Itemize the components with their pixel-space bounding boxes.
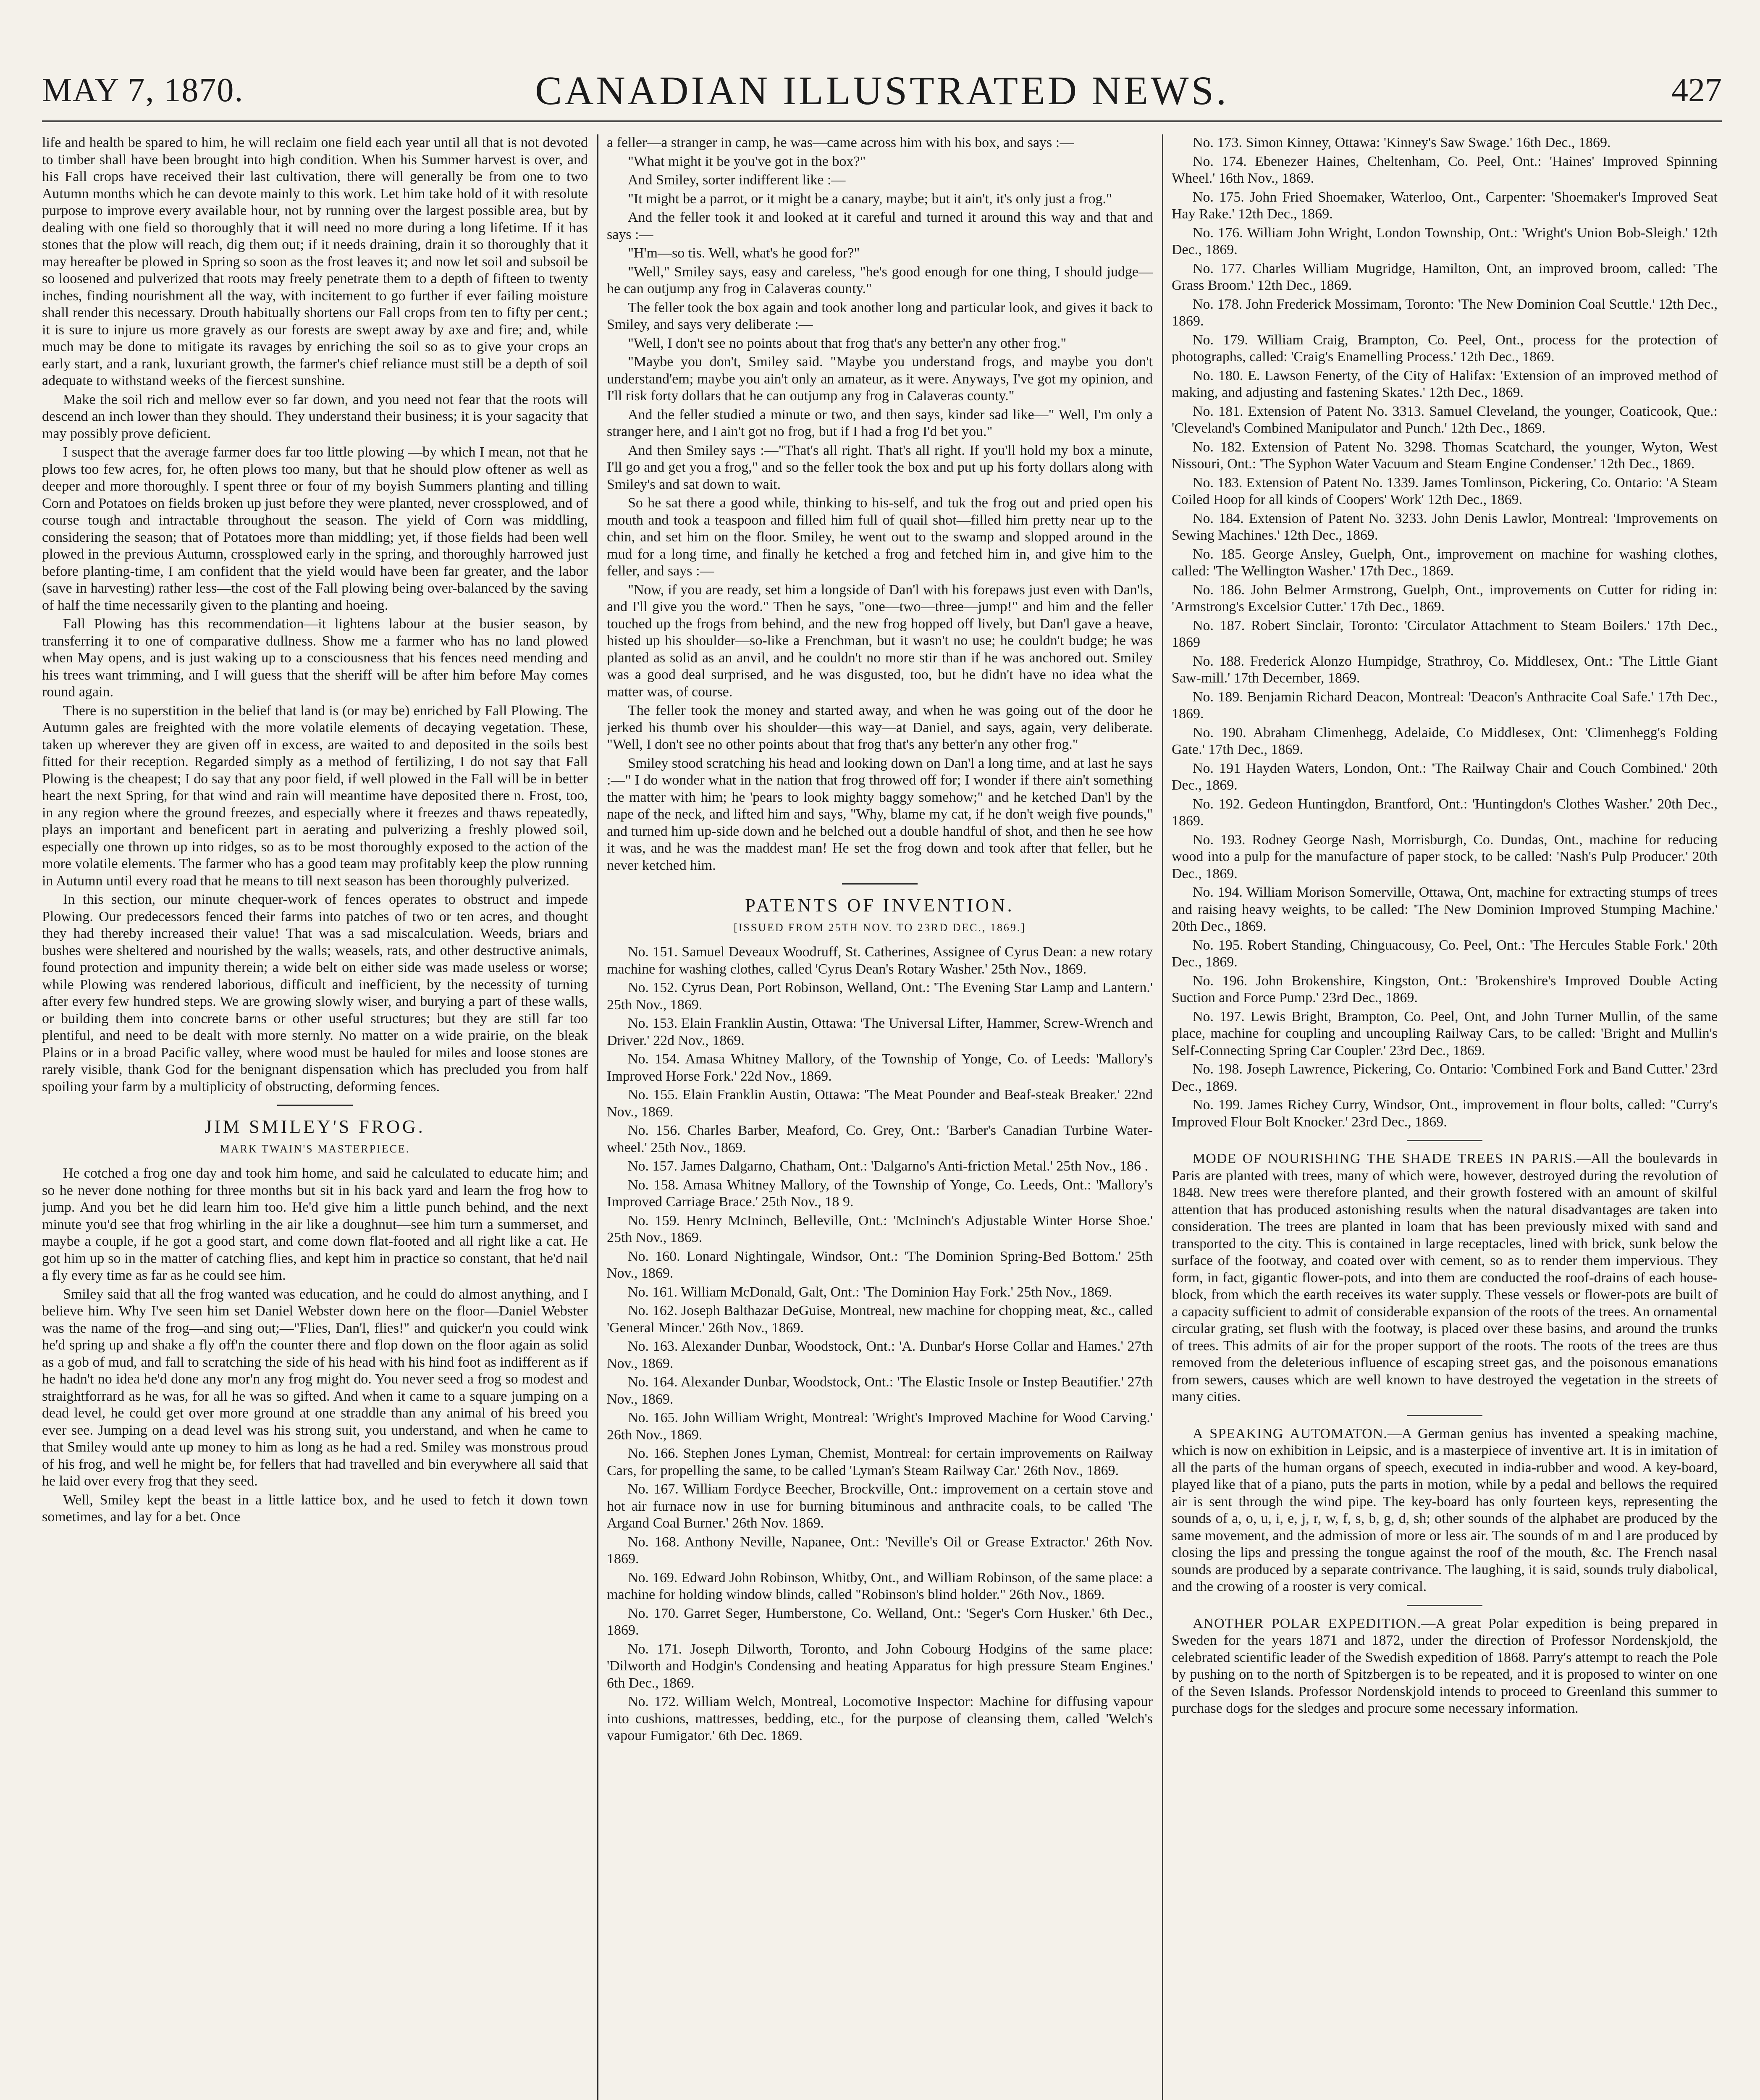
paragraph: And then Smiley says :—"That's all right. That's all right. If you'll hold my box a minute, I'll go and get you a frog," and so the feller took the box and put up his forty dollars along with Smiley's and sat down to wait. <box>607 442 1153 492</box>
patent-entry: No. 181. Extension of Patent No. 3313. Samuel Cleveland, the younger, Coaticook, Que.: 'Cleveland's Combined Manipulator and Punch.' 12th Dec., 1869. <box>1172 403 1718 436</box>
patent-entry: No. 185. George Ansley, Guelph, Ont., improvement on machine for washing clothes, called: 'The Wellington Washer.' 17th Dec., 1869. <box>1172 546 1718 579</box>
patent-entry: No. 162. Joseph Balthazar DeGuise, Montreal, new machine for chopping meat, &c., called 'General Mincer.' 26th Nov., 1869. <box>607 1303 1153 1336</box>
masthead <box>42 67 1722 113</box>
page-number: 427 <box>1671 72 1722 109</box>
patent-entry: No. 167. William Fordyce Beecher, Brockville, Ont.: improvement on a certain stove and hot air furnace now in use for burning bituminous and anthracite coals, to be called 'The Argand Coal Burner.' 26th Nov. 1869. <box>607 1481 1153 1531</box>
paragraph: "Maybe you don't, Smiley said. "Maybe you understand frogs, and maybe you don't understand'em; maybe you ain't only an amateur, as it were. Anyways, I've got my opinion, and I'll risk forty dollars that he can outjump any frog in Calaveras county." <box>607 354 1153 404</box>
patent-entry: No. 194. William Morison Somerville, Ottawa, Ont, machine for extracting stumps of trees and raising heavy weights, to be called: 'The New Dominion Improved Stumping Machine.' 20th Dec., 1869. <box>1172 885 1718 934</box>
patent-entry: No. 191 Hayden Waters, London, Ont.: 'The Railway Chair and Couch Combined.' 20th Dec., 1869. <box>1172 760 1718 793</box>
issue-date: MAY 7, 1870. <box>42 72 244 109</box>
section-divider <box>1407 1140 1482 1141</box>
paragraph: "Well," Smiley says, easy and careless, "he's good enough for one thing, I should judge—he can outjump any frog in Calaveras county." <box>607 264 1153 297</box>
column-1 <box>42 134 588 2100</box>
patent-list <box>607 944 1153 1745</box>
patent-entry: No. 178. John Frederick Mossimam, Toronto: 'The New Dominion Coal Scuttle.' 12th Dec., 1869. <box>1172 296 1718 329</box>
patent-entry: No. 175. John Fried Shoemaker, Waterloo, Ont., Carpenter: 'Shoemaker's Improved Seat Hay Rake.' 12th Dec., 1869. <box>1172 189 1718 222</box>
section-divider <box>277 1105 353 1106</box>
column-2 <box>607 134 1153 2100</box>
patent-entry: No. 155. Elain Franklin Austin, Ottawa: 'The Meat Pounder and Beaf-steak Breaker.' 22nd Nov., 1869. <box>607 1087 1153 1120</box>
patent-entry: No. 168. Anthony Neville, Napanee, Ont.: 'Neville's Oil or Grease Extractor.' 26th Nov. 1869. <box>607 1534 1153 1567</box>
patent-entry: No. 172. William Welch, Montreal, Locomotive Inspector: Machine for diffusing vapour into cushions, mattresses, bedding, etc., for the purpose of cleansing them, called 'Welch's vapour Fumigator.' 6th Dec. 1869. <box>607 1694 1153 1743</box>
patent-entry: No. 174. Ebenezer Haines, Cheltenham, Co. Peel, Ont.: 'Haines' Improved Spinning Wheel.' 16th Nov., 1869. <box>1172 153 1718 186</box>
article-body: —A German genius has invented a speaking machine, which is now on exhibition in Leipsic, and is a masterpiece of inventive art. It is in imitation of all the parts of the human organs of speech, executed in india-rubber and wood. A key-board, played like that of a piano, puts the parts in motion, while by a pedal and bellows the required air is sent through the wind pipe. The key-board has only fourteen keys, representing the sounds of a, o, u, i, e, j, r, w, f, s, b, g, d, sh; other sounds of the alphabet are produced by the same movement, and the admission of more or less air. The sounds of m and l are produced by closing the lips and pressing the tongue against the roof of the mouth, &c. The French nasal sounds are produced by a separate contrivance. The laughing, it is said, sounds truly diabolical, and the crowing of a rooster is very comical. <box>1172 1425 1718 1594</box>
article-heading: A SPEAKING AUTOMATON. <box>1193 1425 1388 1441</box>
article-subtitle: MARK TWAIN'S MASTERPIECE. <box>220 1142 410 1155</box>
paragraph: life and health be spared to him, he will reclaim one field each year until all that is not devoted to timber shall have been brought into high condition. When his Summer harvest is over, and his Fall crops have received their last cultivation, there will generally be from one to two Autumn months which he can devote mainly to this work. Let him take hold of it with resolute purpose to improve every available hour, not by running over the largest possible area, but by dealing with one field so thoroughly that it will need no more during a long lifetime. If it has stones that the plow will reach, dig them out; if it needs draining, drain it so thoroughly that it may hereafter be plowed in Spring so soon as the frost leaves it; and now let soil and subsoil be so loosened and pulverized that roots may freely penetrate them to a depth of fifteen to twenty inches, finding nourishment all the way, with incitement to go further if ever failing moisture shall render this necessary. Drouth habitually shortens our Fall crops from ten to fifty per cent.; it is sure to injure us more gravely as our forests are swept away by axe and fire; and, while much may be done to mitigate its ravages by enriching the soil so as to give your crops an early start, and a rank, luxuriant growth, the farmer's chief reliance must still be a depth of soil adequate to withstand weeks of the fiercest sunshine. <box>42 135 588 388</box>
patent-entry: No. 163. Alexander Dunbar, Woodstock, Ont.: 'A. Dunbar's Horse Collar and Hames.' 27th Nov., 1869. <box>607 1339 1153 1371</box>
patent-entry: No. 161. William McDonald, Galt, Ont.: 'The Dominion Hay Fork.' 25th Nov., 1869. <box>628 1284 1112 1300</box>
patent-entry: No. 182. Extension of Patent No. 3298. Thomas Scatchard, the younger, Wyton, West Nissouri, Ont.: 'The Syphon Water Vacuum and Steam Engine Condenser.' 12th Dec., 1869. <box>1172 439 1718 472</box>
paragraph: Fall Plowing has this recommendation—it lightens labour at the busier season, by transferring it to one of comparative dullness. Show me a farmer who has no land plowed when May opens, and is just waking up to a consciousness that his fences need mending and his trees want trimming, and I will guess that the sheriff will be after him before May comes round again. <box>42 616 588 700</box>
section-divider <box>1407 1415 1482 1416</box>
patents-subtitle: [ISSUED FROM 25TH NOV. TO 23RD DEC., 1869.] <box>734 921 1026 934</box>
patent-entry: No. 177. Charles William Mugridge, Hamilton, Ont, an improved broom, called: 'The Grass Broom.' 12th Dec., 1869. <box>1172 260 1718 293</box>
patent-entry: No. 159. Henry McIninch, Belleville, Ont.: 'McIninch's Adjustable Winter Horse Shoe.' 25th Nov., 1869. <box>607 1213 1153 1245</box>
paragraph: "What might it be you've got in the box?" <box>628 153 866 169</box>
article-paris-trees <box>1172 1150 1718 1406</box>
patent-entry: No. 183. Extension of Patent No. 1339. James Tomlinson, Pickering, Co. Ontario: 'A Steam Coiled Hoop for all kinds of Coopers' Work' 12th Dec., 1869. <box>1172 475 1718 507</box>
paragraph: Smiley said that all the frog wanted was education, and he could do almost anything, and I believe him. Why I've seen him set Daniel Webster down here on the floor—Daniel Webster was the name of the frog—and sing out;—"Flies, Dan'l, flies!" and quicker'n you could wink he'd spring up and shake a fly off'n the counter there and flop down on the floor again as solid as a gob of mud, and fall to scratching the side of his head with his hind foot as indifferent as if he hadn't no idea he'd done any mor'n any frog might do. You never seed a frog so modest and straightforrard as he was, for all he was so gifted. And when it came to a square jumping on a dead level, he could get over more ground at one straddle than any animal of his breed you ever see. Jumping on a dead level was his strong suit, you understand, and when he came to that Smiley would ante up money to him as long as he had a red. Smiley was monstrous proud of his frog, and well he might be, for fellers that had travelled and bin everywhere all said that he laid over every frog that they seed. <box>42 1286 588 1489</box>
patent-entry: No. 157. James Dalgarno, Chatham, Ont.: 'Dalgarno's Anti-friction Metal.' 25th Nov., 186 . <box>628 1158 1149 1174</box>
paragraph: And the feller studied a minute or two, and then says, kinder sad like—" Well, I'm only a stranger here, and I ain't got no frog, but if I had a frog I'd bet you." <box>607 407 1153 439</box>
patent-entry: No. 158. Amasa Whitney Mallory, of the Township of Yonge, Co. Leeds, Ont.: 'Mallory's Improved Carriage Brace.' 25th Nov., 18 9. <box>607 1177 1153 1210</box>
paragraph: a feller—a stranger in camp, he was—came across him with his box, and says :— <box>607 135 1074 150</box>
paragraph: The feller took the money and started away, and when he was going out of the door he jerked his thumb over his shoulder—this way—at Daniel, and says, again, very deliberate. "Well, I don't see no other points about that frog that's any better'n any other frog." <box>607 703 1153 752</box>
patent-entry: No. 151. Samuel Deveaux Woodruff, St. Catherines, Assignee of Cyrus Dean: a new rotary machine for washing clothes, called 'Cyrus Dean's Rotary Washer.' 25th Nov., 1869. <box>607 944 1153 977</box>
patent-entry: No. 171. Joseph Dilworth, Toronto, and John Cobourg Hodgins of the same place: 'Dilworth and Hodgin's Condensing and heating Apparatus for high pressure Steam Engines.' 6th Dec., 1869. <box>607 1641 1153 1691</box>
paragraph: And Smiley, sorter indifferent like :— <box>628 172 846 188</box>
paragraph: "Now, if you are ready, set him a longside of Dan'l with his forepaws just even with Dan'ls, and I'll give you the word." Then he says, "one—two—three—jump!" and him and the feller touched up the frogs from behind, and the new frog hopped off lively, but Dan'l gave a heave, histed up his shoulder—so-like a Frenchman, but it wasn't no use; he couldn't budge; he was planted as solid as an anvil, and he couldn't no more stir than if he was anchored out. Smiley was a good deal surprised, and he was disgusted, too, but he didn't have no idea what the matter was, of course. <box>607 582 1153 700</box>
patent-entry: No. 188. Frederick Alonzo Humpidge, Strathroy, Co. Middlesex, Ont.: 'The Little Giant Saw-mill.' 17th December, 1869. <box>1172 653 1718 686</box>
paragraph: In this section, our minute chequer-work of fences operates to obstruct and impede Plowing. Our predecessors fenced their farms into patches of two or ten acres, and thought they had thereby increased their value! That was a sad miscalculation. Weeds, briars and bushes were sheltered and nourished by the walls; weasels, rats, and other destructive animals, found protection and impunity therein; a wide belt on either side was made useless or worse; while Plowing was rendered laborious, difficult and inefficient, by the necessity of turning after every few hundred steps. We are growing slowly wiser, and burying a part of these walls, or building them into concrete barns or other useful structures; but they are still far too plentiful, and need to be dealt with more sternly. No matter on a wide prairie, on the bleak Plains or in a broad Pacific valley, where wood must be hauled for miles and loose stones are rarely visible, thank God for the benignant dispensation which has precluded you from half spoiling your farm by a multiplicity of obstructing, deforming fences. <box>42 892 588 1095</box>
paragraph: Well, Smiley kept the beast in a little lattice box, and he used to fetch it down town sometimes, and lay for a bet. Once <box>42 1492 588 1525</box>
patent-entry: No. 195. Robert Standing, Chinguacousy, Co. Peel, Ont.: 'The Hercules Stable Fork.' 20th Dec., 1869. <box>1172 937 1718 970</box>
paragraph: He cotched a frog one day and took him home, and said he calculated to educate him; and so he never done nothing for three months but sit in his back yard and learn the frog how to jump. And you bet he did learn him too. He'd give him a little punch behind, and the next minute you'd see that frog whirling in the air like a doughnut—see him turn a summerset, and maybe a couple, if he got a good start, and come down flat-footed and all right like a cat. He got him up so in the matter of catching flies, and kept him in practice so constant, that he'd nail a fly every time as far as he could see him. <box>42 1166 588 1283</box>
patent-entry: No. 187. Robert Sinclair, Toronto: 'Circulator Attachment to Steam Boilers.' 17th Dec., 1869 <box>1172 617 1718 650</box>
patent-entry: No. 164. Alexander Dunbar, Woodstock, Ont.: 'The Elastic Insole or Instep Beautifier.' 27th Nov., 1869. <box>607 1374 1153 1407</box>
column-divider <box>597 134 598 2100</box>
patent-entry: No. 166. Stephen Jones Lyman, Chemist, Montreal: for certain improvements on Railway Cars, for propelling the same, to be called 'Lyman's Steam Railway Car.' 26th Nov., 1869. <box>607 1446 1153 1478</box>
article-heading: ANOTHER POLAR EXPEDITION. <box>1193 1615 1422 1631</box>
paragraph: There is no superstition in the belief that land is (or may be) enriched by Fall Plowing. The Autumn gales are freighted with the more volatile elements of decaying vegetation. These, taken up wherever they are given off in excess, are waited to and deposited in the soils best fitted for their reception. Regarded simply as a method of fertilizing, I do not say that Fall Plowing is the cheapest; I do say that any poor field, if well plowed in the Fall will be in better heart the next Spring, for that wind and rain will meantime have deposited there n. Frost, too, in any region where the ground freezes, and especially where it freezes and thaws repeatedly, plays an important and beneficent part in aerating and pulverizing a freshly plowed soil, especially one thrown up into ridges, so as to be most thoroughly exposed to the action of the more volatile elements. The farmer who has a good team may profitably keep the plow running in Autumn until every road that he means to till next season has been thoroughly pulverized. <box>42 703 588 889</box>
patent-entry: No. 153. Elain Franklin Austin, Ottawa: 'The Universal Lifter, Hammer, Screw-Wrench and Driver.' 22d Nov., 1869. <box>607 1016 1153 1048</box>
patent-entry: No. 190. Abraham Climenhegg, Adelaide, Co Middlesex, Ont: 'Climenhegg's Folding Gate.' 17th Dec., 1869. <box>1172 724 1718 757</box>
patent-entry: No. 189. Benjamin Richard Deacon, Montreal: 'Deacon's Anthracite Coal Safe.' 17th Dec., 1869. <box>1172 689 1718 722</box>
header-rule <box>42 120 1722 122</box>
patent-entry: No. 184. Extension of Patent No. 3233. John Denis Lawlor, Montreal: 'Improvements on Sewing Machines.' 12th Dec., 1869. <box>1172 510 1718 543</box>
patents-title: PATENTS OF INVENTION. <box>745 895 1015 916</box>
patent-entry: No. 160. Lonard Nightingale, Windsor, Ont.: 'The Dominion Spring-Bed Bottom.' 25th Nov., 1869. <box>607 1248 1153 1281</box>
section-divider <box>1407 1605 1482 1606</box>
patent-entry: No. 197. Lewis Bright, Brampton, Co. Peel, Ont, and John Turner Mullin, of the same place, machine for coupling and uncoupling Railway Cars, to be called: 'Bright and Mullin's Self-Connecting Spring Car Coupler.' 23rd Dec., 1869. <box>1172 1008 1718 1058</box>
patent-entry: No. 199. James Richey Curry, Windsor, Ont., improvement in flour bolts, called: "Curry's Improved Flour Bolt Knocker.' 23rd Dec., 1869. <box>1172 1097 1718 1130</box>
paragraph: So he sat there a good while, thinking to his-self, and tuk the frog out and pried open his mouth and took a teaspoon and filled him full of quail shot—filled him pretty near up to the chin, and set him on the floor. Smiley, he went out to the swamp and slopped around in the mud for a long time, and finally he ketched a frog and fetched him in, and give him to the feller, and says :— <box>607 495 1153 579</box>
column-3 <box>1172 134 1718 2100</box>
section-divider <box>842 883 918 885</box>
article-polar <box>1172 1615 1718 1717</box>
column-divider <box>1162 134 1163 2100</box>
patent-entry: No. 165. John William Wright, Montreal: 'Wright's Improved Machine for Wood Carving.' 26th Nov., 1869. <box>607 1410 1153 1443</box>
paragraph: I suspect that the average farmer does far too little plowing —by which I mean, not that he plows too few acres, for, he often plows too many, but that he should plow oftener as well as deeper and more thoroughly. I spent three or four of my boyish Summers planting and tilling Corn and Potatoes on fields broken up just before they were planted, never crossplowed, and of course tough and intractable throughout the season. The yield of Corn was middling, considering the season; that of Potatoes more than middling; yet, if those fields had been well plowed in the previous Autumn, crossplowed early in the spring, and thoroughly harrowed just before planting-time, I am confident that the yield would have been far greater, and the labor (save in harvesting) rather less—the cost of the Fall plowing being over-balanced by the saving of half the time necessarily given to the planting and hoeing. <box>42 444 588 613</box>
paragraph: "Well, I don't see no points about that frog that's any better'n any other frog." <box>628 335 1067 351</box>
patent-entry: No. 152. Cyrus Dean, Port Robinson, Welland, Ont.: 'The Evening Star Lamp and Lantern.' 25th Nov., 1869. <box>607 980 1153 1013</box>
patent-entry: No. 154. Amasa Whitney Mallory, of the Township of Yonge, Co. of Leeds: 'Mallory's Improved Horse Fork.' 22d Nov., 1869. <box>607 1051 1153 1084</box>
patent-entry: No. 156. Charles Barber, Meaford, Co. Grey, Ont.: 'Barber's Canadian Turbine Water-wheel.' 25th Nov., 1869. <box>607 1123 1153 1155</box>
paragraph: Make the soil rich and mellow ever so far down, and you need not fear that the roots will descend an inch lower than they should. They understand their business; it is your sagacity that may possibly prove deficient. <box>42 391 588 441</box>
patent-entry: No. 198. Joseph Lawrence, Pickering, Co. Ontario: 'Combined Fork and Band Cutter.' 23rd Dec., 1869. <box>1172 1061 1718 1094</box>
patent-entry: No. 173. Simon Kinney, Ottawa: 'Kinney's Saw Swage.' 16th Dec., 1869. <box>1193 135 1611 150</box>
article-body: —All the boulevards in Paris are planted with trees, many of which were, however, destroyed during the revolution of 1848. New trees were therefore planted, and their growth fostered with an amount of skilful attention that has produced astonishing results when the natural disadvantages are taken into consideration. The trees are planted in loam that has been previously mixed with sand and transported to the city. This is contained in large receptacles, lined with brick, sunk below the surface of the footway, and coated over with cement, so as to render them impervious. They form, in fact, gigantic flower-pots, and into them are conducted the roof-drains of each house-block, from which the earth receives its water supply. These vessels or flower-pots are built of a capacity sufficient to admit of considerable expansion of the roots of the trees. An ornamental circular grating, set flush with the footway, is placed over these basins, and around the trunks of trees. This admits of air for the proper support of the roots. The roots of the trees are thus removed from the deleterious influence of escaping street gas, and the poisonous emanations from sewers, causes which are well known to have destroyed the vegetation in the streets of many cities. <box>1172 1151 1718 1404</box>
patent-entry: No. 193. Rodney George Nash, Morrisburgh, Co. Dundas, Ont., machine for reducing wood into a pulp for the manufacture of paper stock, to be called: 'Nash's Pulp Producer.' 20th Dec., 1869. <box>1172 832 1718 882</box>
patent-list <box>1172 134 1718 1131</box>
patent-entry: No. 170. Garret Seger, Humberstone, Co. Welland, Ont.: 'Seger's Corn Husker.' 6th Dec., 1869. <box>607 1605 1153 1638</box>
patent-entry: No. 196. John Brokenshire, Kingston, Ont.: 'Brokenshire's Improved Double Acting Suction and Force Pump.' 23rd Dec., 1869. <box>1172 973 1718 1005</box>
patent-entry: No. 192. Gedeon Huntingdon, Brantford, Ont.: 'Huntingdon's Clothes Washer.' 20th Dec., 1869. <box>1172 796 1718 829</box>
article-automaton <box>1172 1425 1718 1596</box>
newspaper-title: CANADIAN ILLUSTRATED NEWS. <box>535 68 1229 113</box>
patent-entry: No. 176. William John Wright, London Township, Ont.: 'Wright's Union Bob-Sleigh.' 12th Dec., 1869. <box>1172 225 1718 257</box>
patent-entry: No. 186. John Belmer Armstrong, Guelph, Ont., improvements on Cutter for riding in: 'Armstrong's Excelsior Cutter.' 17th Dec., 1869. <box>1172 582 1718 614</box>
paragraph: And the feller took it and looked at it careful and turned it around this way and that and says :— <box>607 210 1153 242</box>
paragraph: Smiley stood scratching his head and looking down on Dan'l a long time, and at last he says :—" I do wonder what in the nation that frog throwed off for; I wonder if there ain't something the matter with him; he 'pears to look mighty baggy somehow;" and he ketched Dan'l by the nape of the neck, and lifted him and says, "Why, blame my cat, if he don't weigh five pounds," and turned him up-side down and he belched out a double handful of shot, and then he see how it was, and he was the maddest man! He set the frog down and took after that feller, but he never ketched him. <box>607 755 1153 873</box>
article-title: JIM SMILEY'S FROG. <box>205 1116 425 1137</box>
article-heading: MODE OF NOURISHING THE SHADE TREES IN PARIS. <box>1193 1151 1577 1166</box>
paragraph: The feller took the box again and took another long and particular look, and gives it back to Smiley, and says very deliberate :— <box>607 299 1153 332</box>
patent-entry: No. 169. Edward John Robinson, Whitby, Ont., and William Robinson, of the same place: a machine for holding window blinds, called "Robinson's blind holder." 26th Nov., 1869. <box>607 1570 1153 1602</box>
patent-entry: No. 180. E. Lawson Fenerty, of the City of Halifax: 'Extension of an improved method of making, and adjusting and fastening Skates.' 12th Dec., 1869. <box>1172 368 1718 400</box>
article-body: —A great Polar expedition is being prepared in Sweden for the years 1871 and 1872, under the direction of Professor Nordenskjold, the celebrated scientific leader of the Swedish expedition of 1868. Parry's attempt to reach the Pole by pushing on to the north of Spitzbergen is to be repeated, and it is proposed to winter on one of the Seven Islands. Professor Nordenskjold intends to proceed to Greenland this summer to purchase dogs for the sledges and procure some necessary information. <box>1172 1615 1718 1716</box>
patent-entry: No. 179. William Craig, Brampton, Co. Peel, Ont., process for the protection of photographs, called: 'Craig's Enamelling Process.' 12th Dec., 1869. <box>1172 332 1718 365</box>
paragraph: "It might be a parrot, or it might be a canary, maybe; but it ain't, it's only just a frog." <box>628 191 1112 207</box>
paragraph: "H'm—so tis. Well, what's he good for?" <box>628 245 860 261</box>
